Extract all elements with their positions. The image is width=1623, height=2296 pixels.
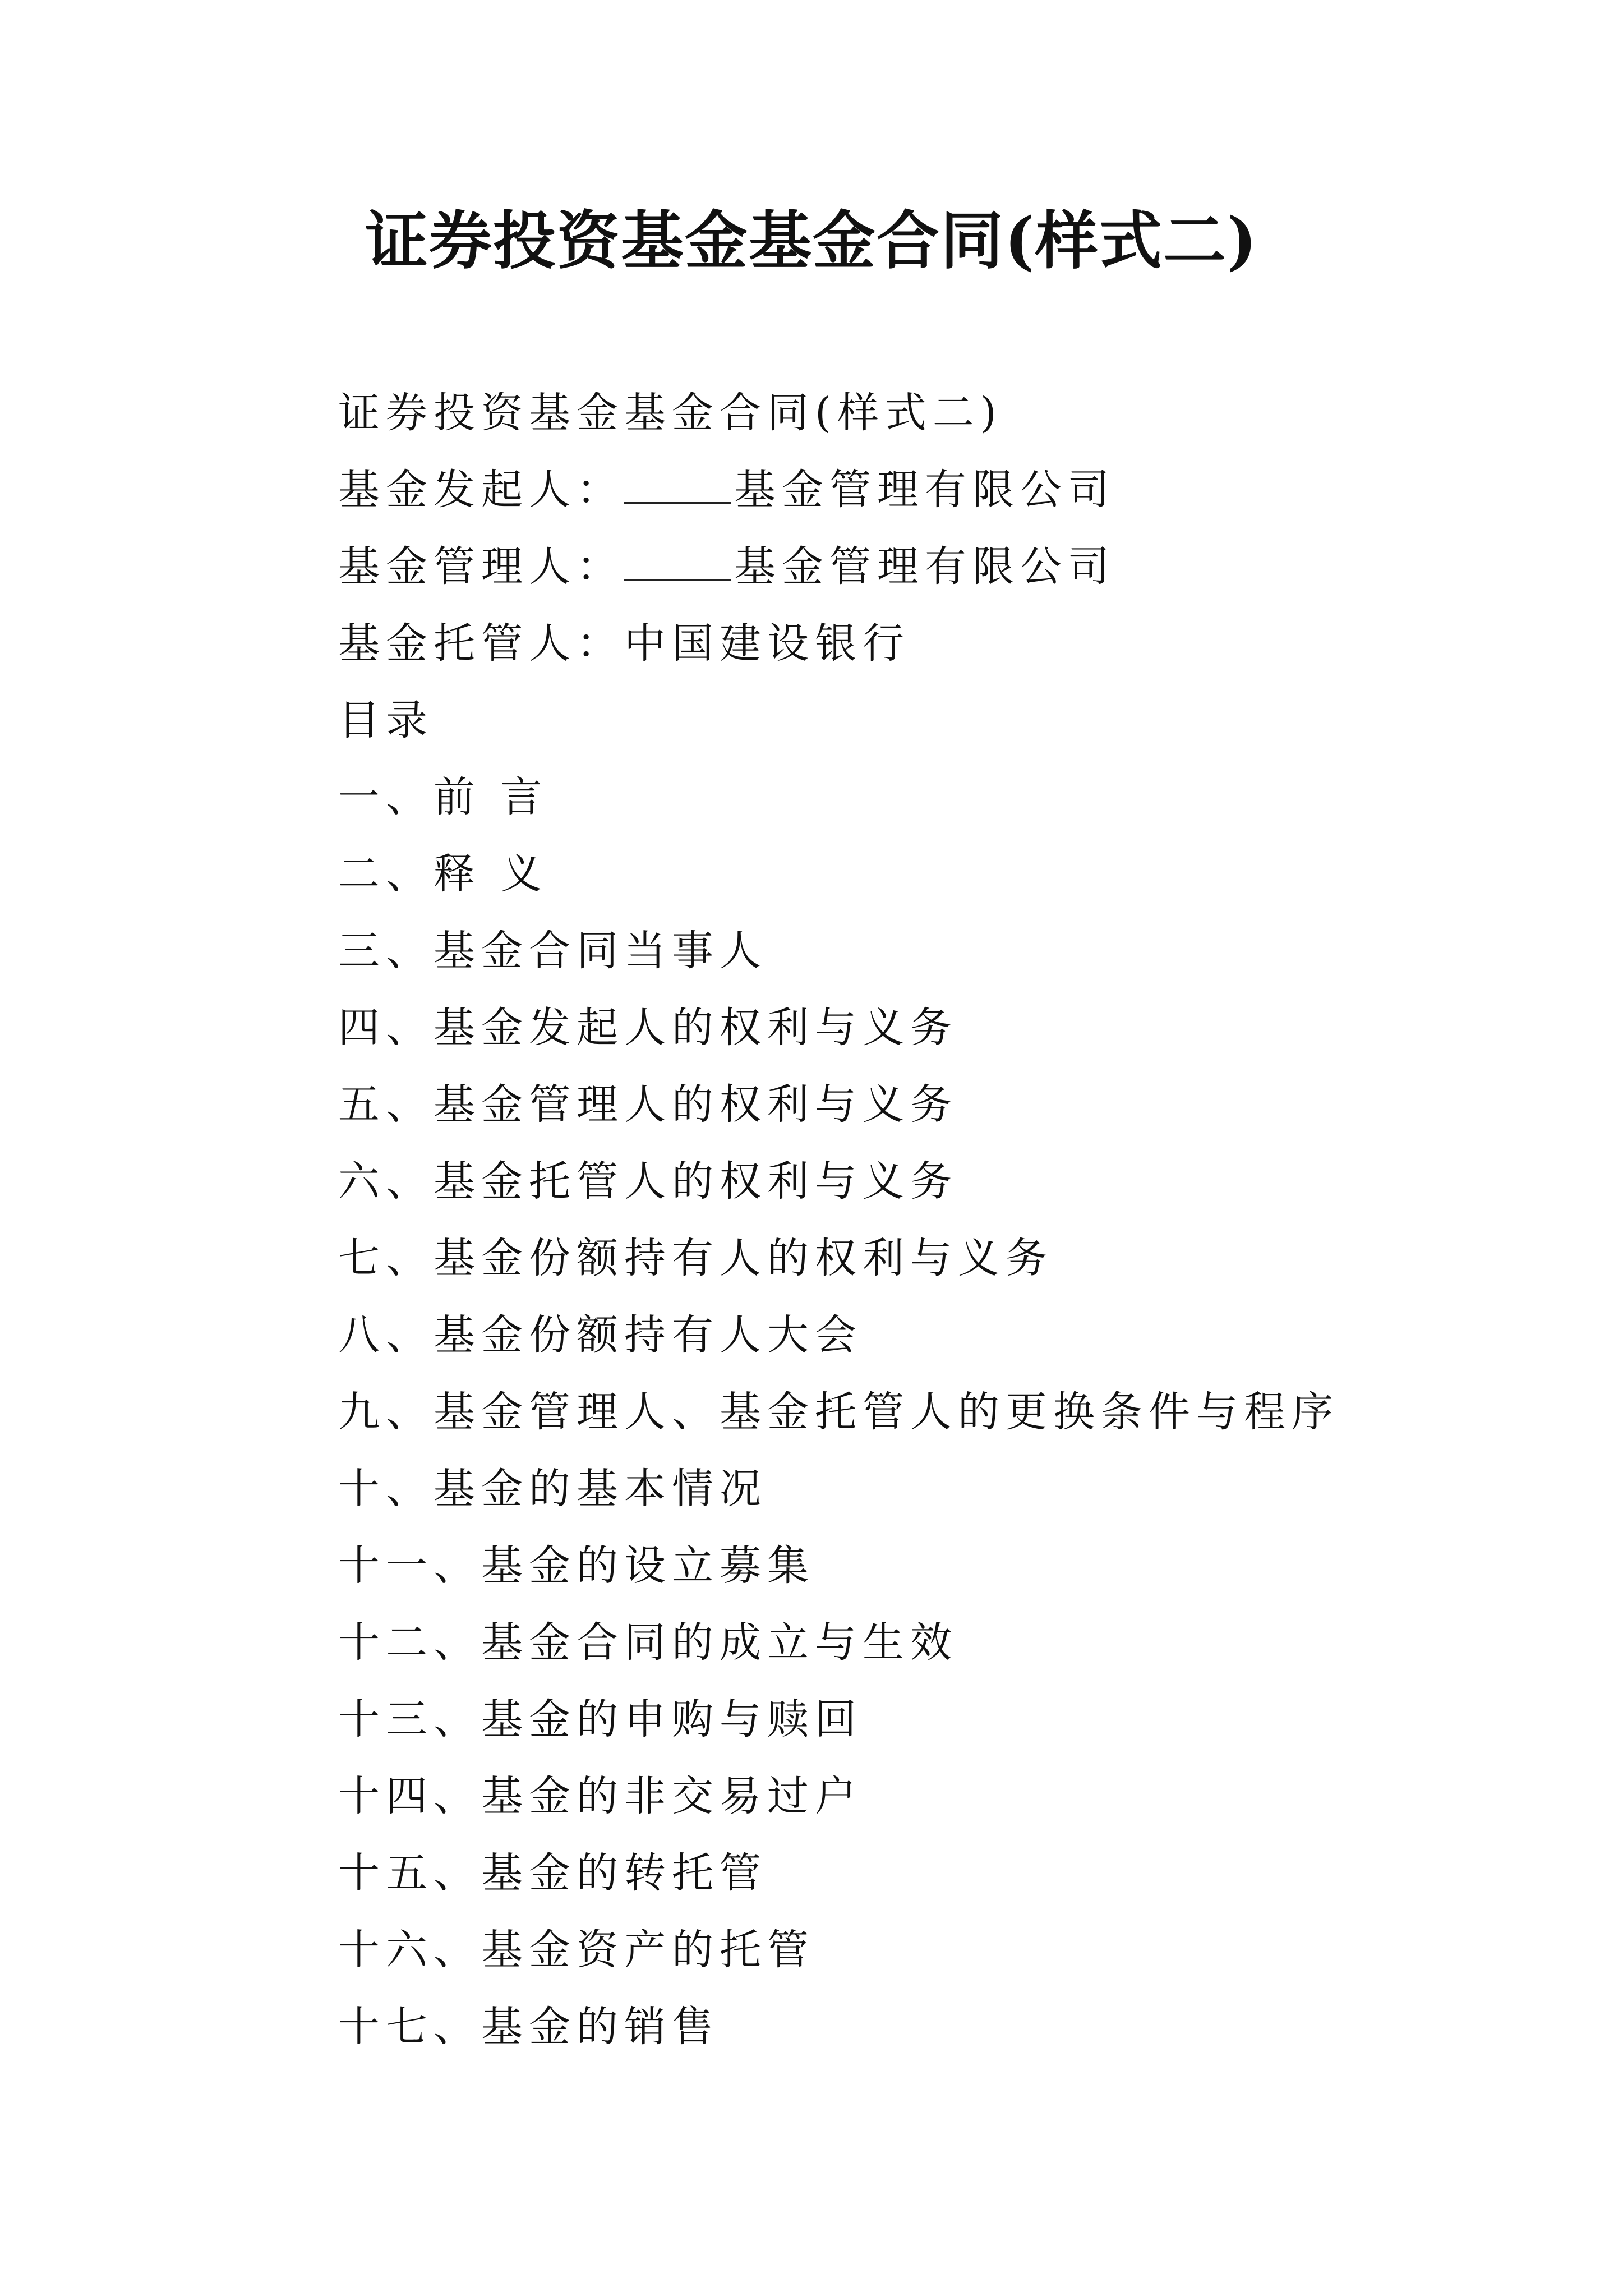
document-title: 证券投资基金基金合同(样式二) <box>365 204 1258 278</box>
sponsor-value: 基金管理有限公司 <box>734 466 1115 514</box>
custodian-value: 中国建设银行 <box>624 619 910 668</box>
toc-item: 六、基金托管人的权利与义务 <box>338 1157 958 1205</box>
toc-item: 十四、基金的非交易过户 <box>338 1772 863 1820</box>
toc-item: 七、基金份额持有人的权利与义务 <box>338 1234 1053 1282</box>
toc-item: 十六、基金资产的托管 <box>338 1926 815 1974</box>
toc-heading: 目录 <box>338 696 434 744</box>
toc-item: 一、前 言 <box>338 773 548 821</box>
toc-item: 十三、基金的申购与赎回 <box>338 1695 863 1743</box>
custodian-label: 基金托管人： <box>338 619 624 668</box>
toc-item: 十五、基金的转托管 <box>338 1849 767 1897</box>
toc-item: 十、基金的基本情况 <box>338 1465 767 1513</box>
toc-item: 三、基金合同当事人 <box>338 927 767 975</box>
sponsor-name-blank <box>624 468 731 504</box>
sponsor-line <box>338 452 1516 528</box>
toc-item: 九、基金管理人、基金托管人的更换条件与程序 <box>338 1388 1339 1436</box>
manager-name-blank <box>624 545 731 581</box>
toc-item: 二、释 义 <box>338 850 548 898</box>
toc-item: 八、基金份额持有人大会 <box>338 1311 863 1359</box>
custodian-line <box>338 605 1516 682</box>
toc-item: 十一、基金的设立募集 <box>338 1542 815 1590</box>
manager-line <box>338 528 1516 605</box>
table-of-contents <box>338 759 1516 2065</box>
manager-value: 基金管理有限公司 <box>734 542 1115 591</box>
toc-item: 十七、基金的销售 <box>338 2003 720 2051</box>
toc-item: 十二、基金合同的成立与生效 <box>338 1618 958 1667</box>
toc-item: 四、基金发起人的权利与义务 <box>338 1004 958 1052</box>
document-body <box>338 375 1516 2065</box>
document-subtitle: 证券投资基金基金合同(样式二) <box>338 389 1003 437</box>
sponsor-label: 基金发起人： <box>338 466 624 514</box>
toc-item: 五、基金管理人的权利与义务 <box>338 1080 958 1129</box>
manager-label: 基金管理人： <box>338 542 624 591</box>
